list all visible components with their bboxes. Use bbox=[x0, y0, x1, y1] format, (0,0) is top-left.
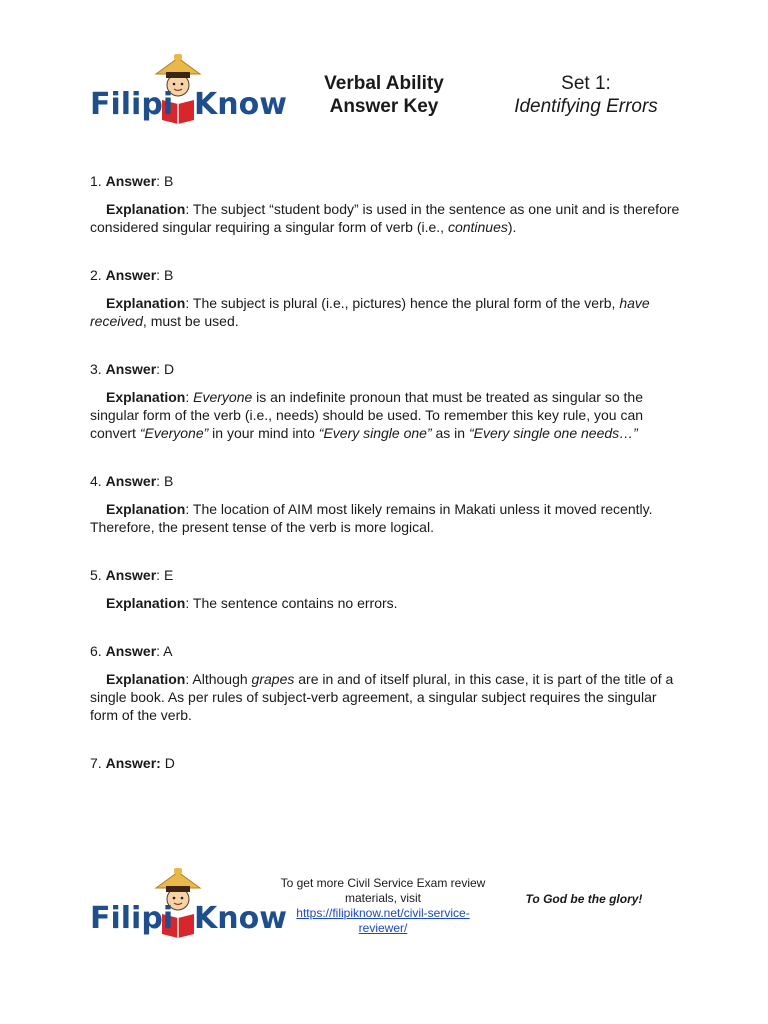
answer-value: B bbox=[163, 267, 174, 283]
set-title bbox=[488, 72, 684, 118]
answer-label: Answer: bbox=[105, 755, 161, 771]
answer-label: Answer bbox=[105, 567, 157, 583]
answer-value: B bbox=[163, 173, 174, 189]
explanation-label: Explanation bbox=[106, 201, 186, 217]
explanation: Explanation: The subject is plural (i.e., pictures) hence the plural form of the verb, have received, must be used. bbox=[90, 295, 650, 329]
explanation: Explanation: The subject “student body” is used in the sentence as one unit and is therefore considered singular requiring a singular form of verb (i.e., continues). bbox=[90, 201, 680, 235]
logo-filipi-text: Filipi bbox=[90, 87, 174, 122]
explanation: Explanation: Although grapes are in and of itself plural, in this case, it is part of the title of a single book. As per rules of subject-verb agreement, a singular subject requires the singular form of the verb. bbox=[90, 671, 674, 723]
answer-item-7 bbox=[90, 754, 680, 772]
title-line-1: Verbal Ability bbox=[324, 73, 444, 94]
answer-line: 3. Answer: D bbox=[90, 361, 175, 377]
answer-value: E bbox=[163, 567, 174, 583]
item-number: 1. bbox=[90, 173, 102, 189]
answer-line: 1. Answer: B bbox=[90, 173, 174, 189]
explanation-label: Explanation bbox=[106, 671, 186, 687]
answer-value: D bbox=[163, 361, 175, 377]
set-label: Set 1: bbox=[561, 73, 611, 94]
item-number: 6. bbox=[90, 643, 102, 659]
answer-value: D bbox=[164, 755, 175, 771]
answer-label: Answer bbox=[105, 267, 157, 283]
answer-list bbox=[90, 172, 680, 802]
answer-item-6 bbox=[90, 642, 680, 724]
explanation: Explanation: Everyone is an indefinite pronoun that must be treated as singular so the singular form of the verb (i.e., needs) should be used. To remember this key rule, you can convert “Everyone” in your mind into “Every single one” as in “Every single one needs…” bbox=[90, 389, 644, 441]
answer-line bbox=[90, 754, 680, 772]
footer-promo-text: To get more Civil Service Exam review materials, visit bbox=[280, 876, 486, 905]
answer-item-3 bbox=[90, 360, 680, 442]
footer-motto: To God be the glory! bbox=[525, 892, 643, 906]
filipiknow-logo-graphic bbox=[88, 52, 287, 144]
answer-line: 2. Answer: B bbox=[90, 267, 174, 283]
explanation-label: Explanation bbox=[106, 389, 186, 405]
item-number: 7. bbox=[90, 755, 102, 771]
explanation-label: Explanation bbox=[106, 501, 186, 517]
answer-line: 4. Answer: B bbox=[90, 473, 174, 489]
filipiknow-logo-graphic bbox=[88, 866, 287, 958]
footer-promo bbox=[280, 876, 486, 936]
filipiknow-logo bbox=[88, 52, 287, 144]
document-title bbox=[300, 72, 468, 118]
filipiknow-footer-logo bbox=[88, 866, 287, 958]
logo-know-text: Know bbox=[194, 87, 287, 122]
item-number: 3. bbox=[90, 361, 102, 377]
answer-item-2 bbox=[90, 266, 680, 330]
answer-value: A bbox=[163, 643, 173, 659]
logo-know-text: Know bbox=[194, 901, 287, 936]
answer-label: Answer bbox=[105, 643, 157, 659]
answer-label: Answer bbox=[105, 361, 157, 377]
item-number: 2. bbox=[90, 267, 102, 283]
reviewer-link[interactable]: https://filipiknow.net/civil-service-reviewer/ bbox=[296, 906, 470, 935]
set-name: Identifying Errors bbox=[514, 96, 658, 117]
answer-item-4 bbox=[90, 472, 680, 536]
answer-label: Answer bbox=[105, 173, 157, 189]
answer-value: B bbox=[163, 473, 174, 489]
item-number: 5. bbox=[90, 567, 102, 583]
answer-line: 5. Answer: E bbox=[90, 567, 174, 583]
title-line-2: Answer Key bbox=[329, 96, 439, 117]
answer-line: 6. Answer: A bbox=[90, 643, 173, 659]
explanation: Explanation: The location of AIM most likely remains in Makati unless it moved recently. Therefore, the present tense of the verb is more logical. bbox=[90, 501, 653, 535]
item-number: 4. bbox=[90, 473, 102, 489]
answer-label: Answer bbox=[105, 473, 157, 489]
logo-filipi-text: Filipi bbox=[90, 901, 174, 936]
answer-item-5 bbox=[90, 566, 680, 612]
explanation-label: Explanation bbox=[106, 595, 186, 611]
explanation: Explanation: The sentence contains no errors. bbox=[106, 595, 398, 611]
answer-item-1 bbox=[90, 172, 680, 236]
explanation-label: Explanation bbox=[106, 295, 186, 311]
